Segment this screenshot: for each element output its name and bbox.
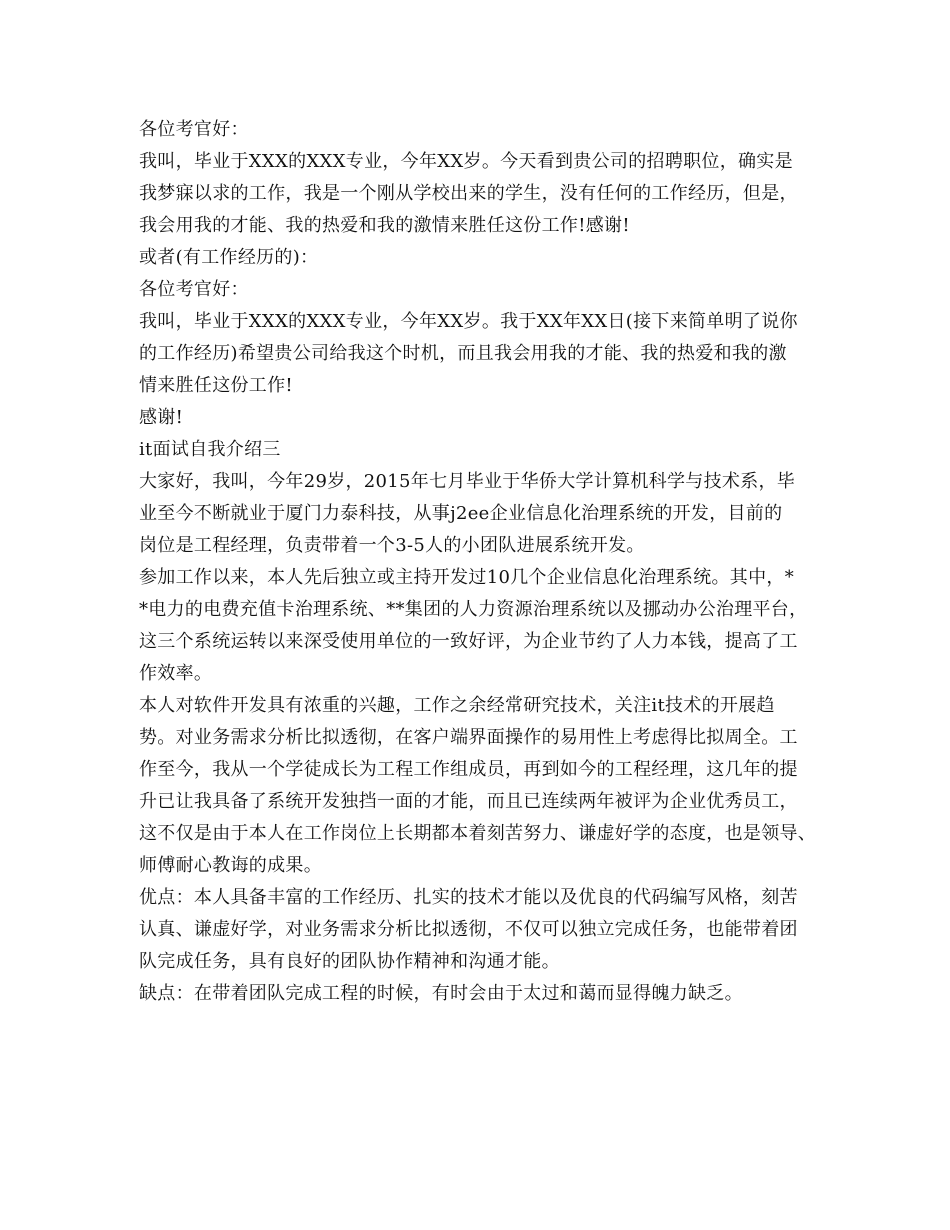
document-body (139, 114, 829, 1010)
text-line: 升已让我具备了系统开发独挡一面的才能，而且已连续两年被评为企业优秀员工， (139, 791, 798, 812)
text-line: 我叫，毕业于XXX的XXX专业，今年XX岁。我于XX年XX日(接下来简单明了说你 (139, 311, 798, 332)
text-line: *电力的电费充值卡治理系统、**集团的人力资源治理系统以及挪动办公治理平台， (139, 599, 808, 620)
text-line: 岗位是工程经理，负责带着一个3-5人的小团队进展系统开发。 (139, 535, 645, 556)
text-line: 参加工作以来，本人先后独立或主持开发过10几个企业信息化治理系统。其中，* (139, 567, 795, 588)
text-line: 的工作经历)希望贵公司给我这个时机，而且我会用我的才能、我的热爱和我的激 (139, 343, 787, 364)
text-line: 这不仅是由于本人在工作岗位上长期都本着刻苦努力、谦虚好学的态度，也是领导、 (139, 823, 817, 844)
text-line: 缺点：在带着团队完成工程的时候，有时会由于太过和蔼而显得魄力缺乏。 (139, 983, 743, 1004)
text-line: 本人对软件开发具有浓重的兴趣，工作之余经常研究技术，关注it技术的开展趋 (139, 695, 775, 716)
greeting-line: 各位考官好： (139, 119, 249, 140)
text-line: 大家好，我叫，今年29岁，2015年七月毕业于华侨大学计算机科学与技术系，毕 (139, 471, 796, 492)
text-line: 认真、谦虚好学，对业务需求分析比拟透彻，不仅可以独立完成任务，也能带着团 (139, 919, 798, 940)
text-line: 我叫，毕业于XXX的XXX专业，今年XX岁。今天看到贵公司的招聘职位，确实是 (139, 151, 793, 172)
text-line: 作至今，我从一个学徒成长为工程工作组成员，再到如今的工程经理，这几年的提 (139, 759, 798, 780)
text-line: 这三个系统运转以来深受使用单位的一致好评，为企业节约了人力本钱，提高了工 (139, 631, 798, 652)
greeting-line: 各位考官好： (139, 279, 249, 300)
text-line: 我会用我的才能、我的热爱和我的激情来胜任这份工作!感谢! (139, 215, 630, 236)
text-line: 优点：本人具备丰富的工作经历、扎实的技术才能以及优良的代码编写风格，刻苦 (139, 887, 798, 908)
text-line: 或者(有工作经历的)： (139, 247, 319, 268)
text-line: 队完成任务，具有良好的团队协作精神和沟通才能。 (139, 951, 560, 972)
text-line: 情来胜任这份工作! (139, 375, 293, 396)
text-line: 我梦寐以求的工作，我是一个刚从学校出来的学生，没有任何的工作经历，但是， (139, 183, 798, 204)
section-heading: it面试自我介绍三 (139, 439, 281, 460)
text-line: 作效率。 (139, 663, 213, 684)
text-line: 业至今不断就业于厦门力泰科技，从事j2ee企业信息化治理系统的开发，目前的 (139, 503, 783, 524)
text-line: 师傅耐心教诲的成果。 (139, 855, 322, 876)
text-line: 感谢! (139, 407, 184, 428)
text-line: 势。对业务需求分析比拟透彻，在客户端界面操作的易用性上考虑得比拟周全。工 (139, 727, 798, 748)
